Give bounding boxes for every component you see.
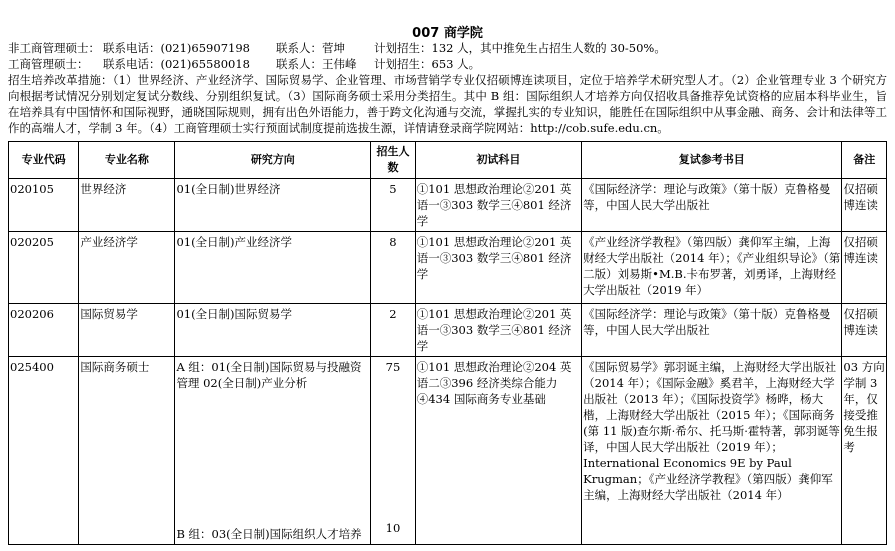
cell-books: 《国际经济学：理论与政策》（第十版）克鲁格曼等，中国人民大学出版社 [582,179,842,232]
contact-line-2 [8,56,887,72]
header-count: 招生人数 [371,142,416,179]
cell-code: 020105 [9,179,79,232]
table-row [9,179,887,232]
table-row [9,357,887,545]
cell-direction: 01(全日制)世界经济 [175,179,371,232]
contact-plan: 计划招生：132 人，其中推免生占招生人数的 30-50%。 [374,41,666,55]
cell-note: 仅招硕博连读 [842,179,887,232]
cell-code: 025400 [9,357,79,545]
cell-books: 《产业经济学教程》（第四版）龚仰军主编，上海财经大学出版社（2014 年）；《产业组织导论》（第二版）刘易斯•M.B.卡布罗著，刘勇译，上海财经大学出版社（2019 年） [582,232,842,304]
cell-books: 《国际经济学：理论与政策》（第十版）克鲁格曼等，中国人民大学出版社 [582,304,842,357]
contact-label: 工商管理硕士： [8,57,89,71]
header-direction: 研究方向 [175,142,371,179]
table-header-row [9,142,887,179]
cell-direction [175,357,371,545]
cell-name: 世界经济 [79,179,175,232]
header-books: 复试参考书目 [582,142,842,179]
cell-direction: 01(全日制)国际贸易学 [175,304,371,357]
cell-code: 020205 [9,232,79,304]
cell-name: 产业经济学 [79,232,175,304]
cell-count: 2 [371,304,416,357]
cell-name: 国际贸易学 [79,304,175,357]
contact-phone: 联系电话：(021)65580018 [103,57,250,71]
contact-person: 联系人：菅坤 [276,41,345,55]
header-code: 专业代码 [9,142,79,179]
cell-exam: ①101 思想政治理论②201 英语一③303 数学三④801 经济学 [415,304,581,357]
cell-books: 《国际贸易学》郭羽诞主编，上海财经大学出版社（2014 年）；《国际金融》奚君羊，上海财经大学出版社（2013 年）；《国际投资学》杨晔，杨大楷，上海财经大学出版社（2015 年）；《国际商务(第 11 版)查尔斯·希尔、托马斯·霍特著，郭羽诞等译，中国人民大学出版社（2019 年）；International Economics 9E by Paul Krugman；《产业经济学教程》（第四版）龚仰军主编，上海财经大学出版社（2014 年） [582,357,842,545]
cell-code: 020206 [9,304,79,357]
contact-person: 联系人：王伟峰 [276,57,357,71]
count-group-b: 10 [385,521,401,535]
cell-direction: 01(全日制)产业经济学 [175,232,371,304]
direction-group-a: A 组：01(全日制)国际贸易与投融资管理 02(全日制)产业分析 [176,360,362,390]
contact-phone: 联系电话：(021)65907198 [103,41,250,55]
contact-label: 非工商管理硕士： [8,41,100,55]
cell-name: 国际商务硕士 [79,357,175,545]
contact-plan: 计划招生：653 人。 [374,57,481,71]
count-group-a: 75 [385,360,401,374]
table-row [9,232,887,304]
cell-note: 仅招硕博连读 [842,232,887,304]
cell-exam: ①101 思想政治理论②201 英语一③303 数学三④801 经济学 [415,179,581,232]
header-exam: 初试科目 [415,142,581,179]
program-table [8,141,887,545]
header-note: 备注 [842,142,887,179]
page-title: 007 商学院 [412,26,483,41]
contact-line-1 [8,40,887,56]
direction-group-b: B 组：03(全日制)国际组织人才培养 [176,527,362,541]
cell-note: 仅招硕博连读 [842,304,887,357]
cell-exam: ①101 思想政治理论②204 英语二③396 经济类综合能力④434 国际商务专业基础 [415,357,581,545]
cell-exam: ①101 思想政治理论②201 英语一③303 数学三④801 经济学 [415,232,581,304]
page [8,0,887,545]
cell-count: 5 [371,179,416,232]
table-row [9,304,887,357]
cell-count: 8 [371,232,416,304]
cell-note: 03 方向学制 3 年，仅接受推免生报考 [842,357,887,545]
cell-count [371,357,416,545]
admission-notes: 招生培养改革措施：（1）世界经济、产业经济学、国际贸易学、企业管理、市场营销学专业仅招硕博连读项目，定位于培养学术研究型人才。（2）企业管理专业 3 个研究方向根据考试情况分别划定复试分数线、分别组织复试。（3）国际商务硕士采用分类招生。其中 B 组：国际组织人才培养方向仅招收具备推荐免试资格的应届本科毕业生，旨在培养具有中国情怀和国际视野，通晓国际规则，拥有出色外语能力，善于跨文化沟通与交流，掌握扎实的专业知识，能胜任在国际组织中从事金融、商务、会计和法律等工作的高端人才，学制 3 年。（4）工商管理硕士实行预面试制度提前选拔生源，详情请登录商学院网站：http://cob.sufe.edu.cn。 [8,73,887,135]
header-name: 专业名称 [79,142,175,179]
